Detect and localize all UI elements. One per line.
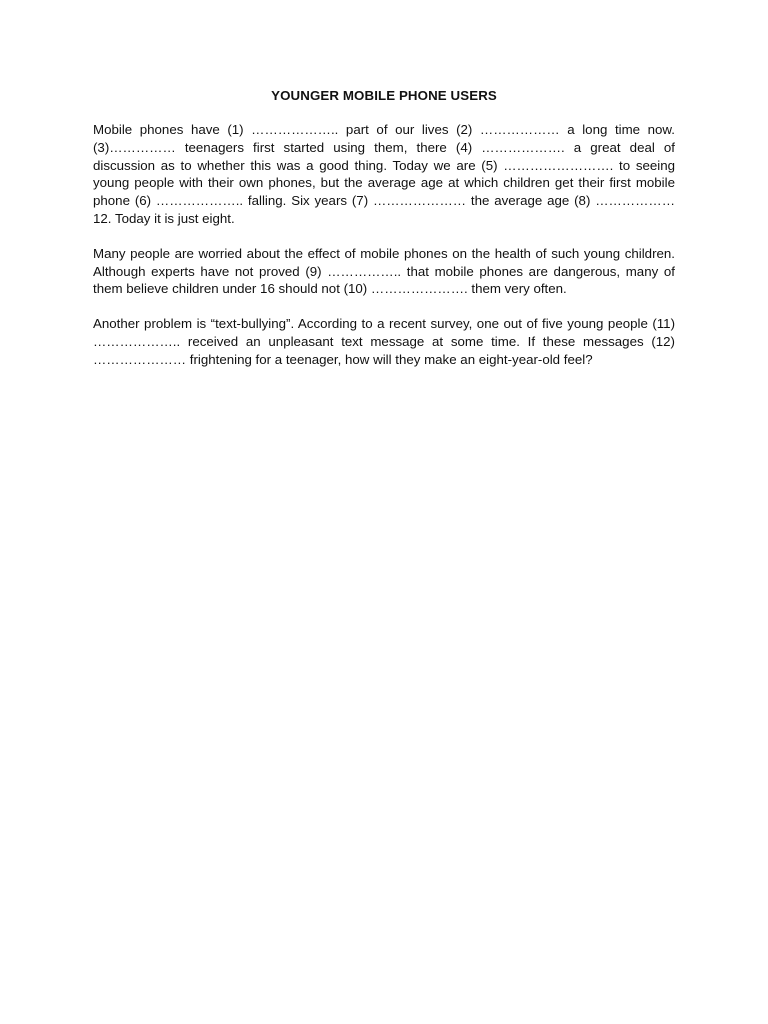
paragraph-1: Mobile phones have (1) ……………….. part of our lives (2) ……………… a long time now. (3)…………… teenagers first started using them, there (4) ………………. a great deal of discussion as to whether this was a good thing. Today we are (5) ……………………. to seeing young people with their own phones, but the average age at which children get their first mobile phone (6) ……………….. falling. Six years (7) ………………… the average age (8) ……………… 12. Today it is just eight. bbox=[93, 122, 675, 226]
paragraph-3: Another problem is “text-bullying”. According to a recent survey, one out of five young people (11) ……………….. received an unpleasant text message at some time. If these messages (12) ………………… frightening for a teenager, how will they make an eight-year-old feel? bbox=[93, 316, 675, 367]
paragraph-2: Many people are worried about the effect of mobile phones on the health of such young children. Although experts have not proved (9) …………….. that mobile phones are dangerous, many of them believe children under 16 should not (10) …………………. them very often. bbox=[93, 245, 675, 297]
document-content bbox=[93, 87, 675, 369]
page-title: YOUNGER MOBILE PHONE USERS bbox=[271, 88, 497, 103]
